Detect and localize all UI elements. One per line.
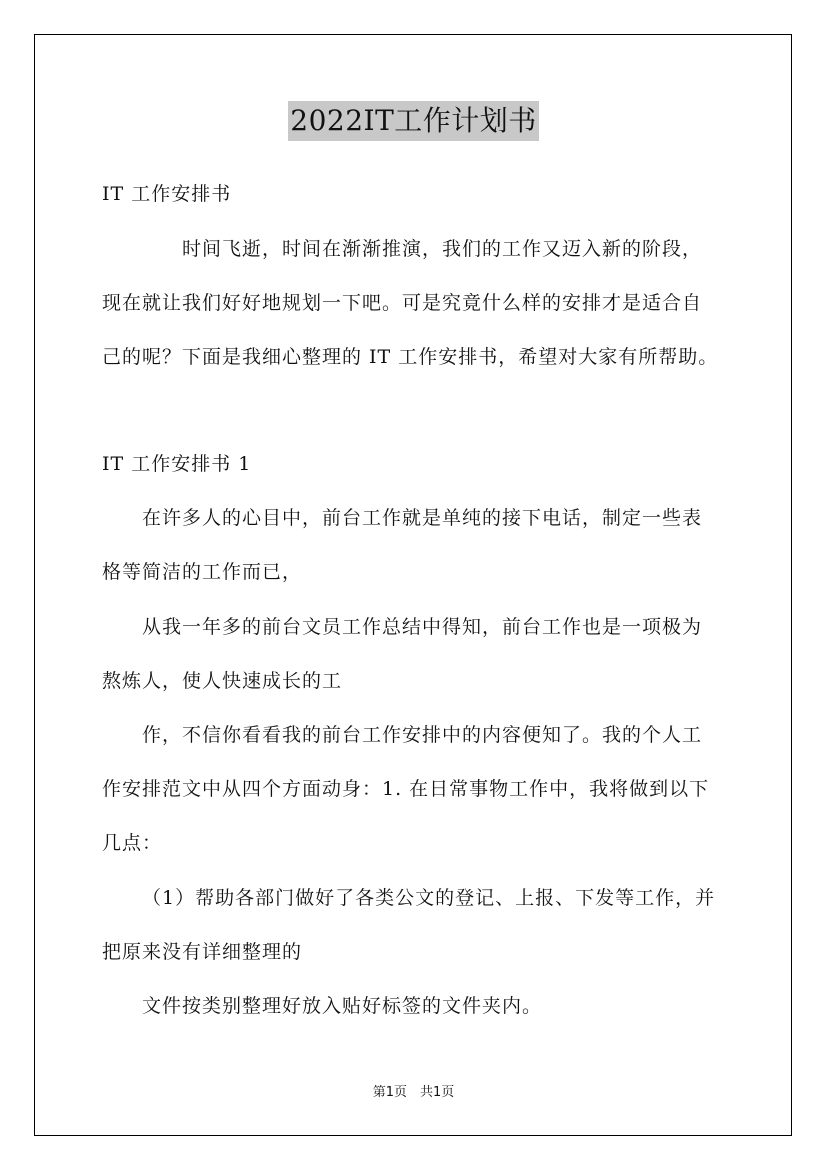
section-heading: IT 工作安排书 1 (102, 453, 252, 475)
paragraph-line: 把原来没有详细整理的 (102, 941, 303, 963)
paragraph-line: 时间飞逝，时间在渐渐推演，我们的工作又迈入新的阶段， (182, 238, 703, 260)
section-heading: IT 工作安排书 (102, 183, 232, 205)
paragraph-line: 在许多人的心目中，前台工作就是单纯的接下电话，制定一些表 (142, 507, 703, 529)
paragraph-line: 现在就让我们好好地规划一下吧。可是究竟什么样的安排才是适合自 (102, 292, 703, 314)
paragraph-line: （1）帮助各部门做好了各类公文的登记、上报、下发等工作，并 (142, 887, 716, 909)
paragraph-line: 作安排范文中从四个方面动身：1. 在日常事物工作中，我将做到以下 (102, 778, 710, 800)
paragraph-line: 作，不信你看看我的前台工作安排中的内容便知了。我的个人工 (142, 724, 703, 746)
paragraph-line: 文件按类别整理好放入贴好标签的文件夹内。 (142, 995, 543, 1017)
paragraph-line: 格等简洁的工作而已， (102, 561, 303, 583)
paragraph-line: 从我一年多的前台文员工作总结中得知，前台工作也是一项极为 (142, 616, 703, 638)
document-title-text: 2022IT工作计划书 (288, 101, 539, 141)
document-title (0, 100, 827, 141)
page-number: 第1页 共1页 (372, 1085, 455, 1100)
paragraph-line: 熬炼人，使人快速成长的工 (102, 670, 343, 692)
paragraph-line: 几点： (102, 832, 163, 854)
paragraph-line: 己的呢？下面是我细心整理的 IT 工作安排书，希望对大家有所帮助。 (102, 346, 719, 368)
